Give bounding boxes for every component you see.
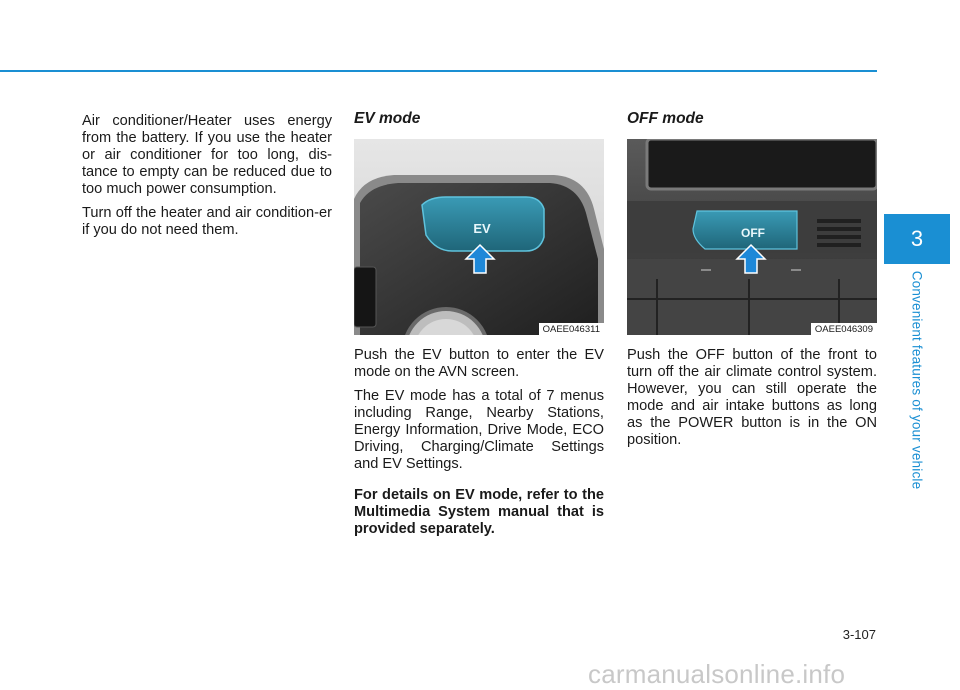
off-paragraph-1: Push the OFF button of the front to turn off the air climate control system. However, you can still operate the mode and air intake buttons as long as the POWER button is in the ON position. — [627, 347, 877, 448]
ev-note: For details on EV mode, refer to the Multimedia System manual that is provided separately. — [354, 487, 604, 537]
off-photo-caption: OAEE046309 — [811, 323, 877, 335]
off-panel-illustration — [627, 139, 877, 335]
intro-paragraph-1: Air conditioner/Heater uses energy from the battery. If you use the heater or air conditioner for too long, dis-tance to empty can be reduced due to too much power consumption. — [82, 113, 332, 197]
intro-paragraph-2: Turn off the heater and air condition-er if you do not need them. — [82, 205, 332, 238]
column-ev-mode — [354, 110, 604, 545]
column-intro — [82, 113, 332, 246]
off-mode-heading: OFF mode — [627, 110, 704, 127]
chapter-number-tab: 3 — [884, 214, 950, 264]
ev-paragraph-2: The EV mode has a total of 7 menus including Range, Nearby Stations, Energy Information, Drive Mode, ECO Driving, Charging/Climate Settings and EV Settings. — [354, 388, 604, 472]
off-button-photo — [627, 139, 877, 335]
ev-mode-heading: EV mode — [354, 110, 421, 127]
off-button-label: OFF — [741, 226, 765, 240]
chapter-title-text: Convenient features of your vehicle — [909, 270, 925, 490]
ev-panel-illustration — [354, 139, 604, 335]
ev-photo-caption: OAEE046311 — [539, 323, 604, 335]
page-number: 3-107 — [842, 627, 876, 642]
top-rule — [0, 70, 877, 72]
watermark: carmanualsonline.info — [588, 659, 846, 689]
ev-paragraph-1: Push the EV button to enter the EV mode on the AVN screen. — [354, 347, 604, 380]
ev-button-label: EV — [473, 221, 491, 236]
ev-button-photo — [354, 139, 604, 335]
column-off-mode — [627, 110, 877, 456]
